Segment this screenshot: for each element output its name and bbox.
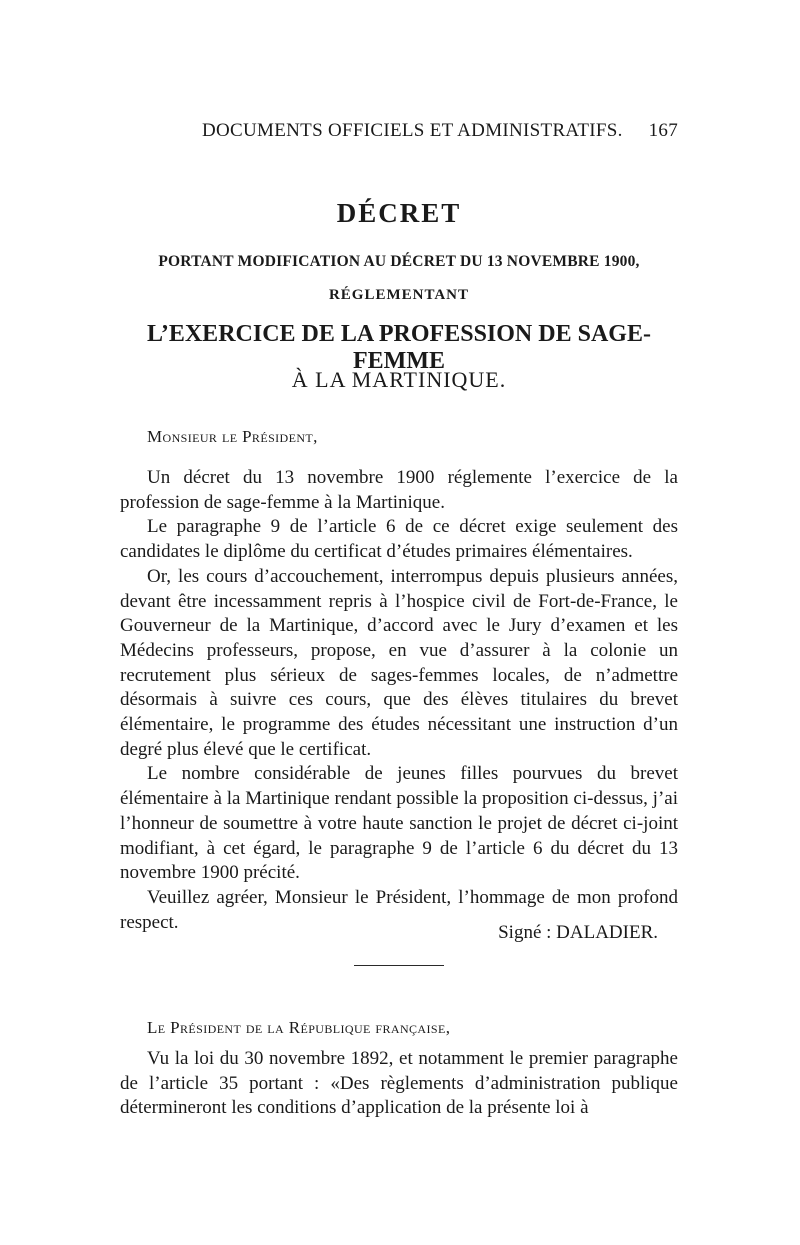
decree-subtitle-martinique: À LA MARTINIQUE. <box>291 367 507 392</box>
report-salutation: Monsieur le Président, <box>147 427 318 446</box>
signature: Signé : DALADIER. <box>498 922 658 943</box>
decree-body <box>120 1047 678 1121</box>
decree-paragraph: Vu la loi du 30 novembre 1892, et notamment le premier paragraphe de l’article 35 portant : «Des règlements d’administration publique détermineront les conditions d’application de la présente loi à <box>120 1048 678 1119</box>
report-paragraph: Le paragraphe 9 de l’article 6 de ce décret exige seulement des candidates le diplôme du certificat d’études primaires élémentaires. <box>120 516 678 563</box>
decree-subtitle-exercice: L’EXERCICE DE LA PROFESSION DE SAGE-FEMME <box>147 321 651 374</box>
report-paragraph: Un décret du 13 novembre 1900 réglemente l’exercice de la profession de sage-femme à la Martinique. <box>120 467 678 513</box>
report-paragraph: Or, les cours d’accouchement, interrompus depuis plusieurs années, devant être incessamment repris à l’hospice civil de Fort-de-France, le Gouverneur de la Martinique, d’accord avec le Jury d’examen et les Médecins professeurs, propose, en vue d’assurer à la colonie un recrutement plus sérieux de sages-femmes locales, de n’admettre désormais à suivre ces cours, que des élèves titulaires du brevet élémentaire, le programme des études nécessitant une instruction d’un degré plus élevé que le certificat. <box>120 565 678 760</box>
report-paragraph: Veuillez agréer, Monsieur le Président, l’hommage de mon profond respect. <box>120 886 678 933</box>
decree-title: DÉCRET <box>336 198 462 228</box>
section-divider <box>354 965 444 966</box>
page-number: 167 <box>648 120 678 141</box>
decree-subtitle-reglementant: RÉGLEMENTANT <box>328 287 470 303</box>
running-title: DOCUMENTS OFFICIELS ET ADMINISTRATIFS. <box>202 120 623 141</box>
report-paragraph: Le nombre considérable de jeunes filles pourvues du brevet élémentaire à la Martinique rendant possible la proposition ci-dessus, j’ai l’honneur de soumettre à votre haute sanction le projet de décret ci-joint modifiant, à cet égard, le paragraphe 9 de l’article 6 du décret du 13 novembre 1900 précité. <box>120 763 678 884</box>
report-body <box>120 466 678 935</box>
decree-salutation: Le Président de la République française, <box>147 1018 451 1037</box>
running-header <box>120 120 678 144</box>
decree-subtitle-portant: PORTANT MODIFICATION AU DÉCRET DU 13 NOVEMBRE 1900, <box>158 253 640 270</box>
